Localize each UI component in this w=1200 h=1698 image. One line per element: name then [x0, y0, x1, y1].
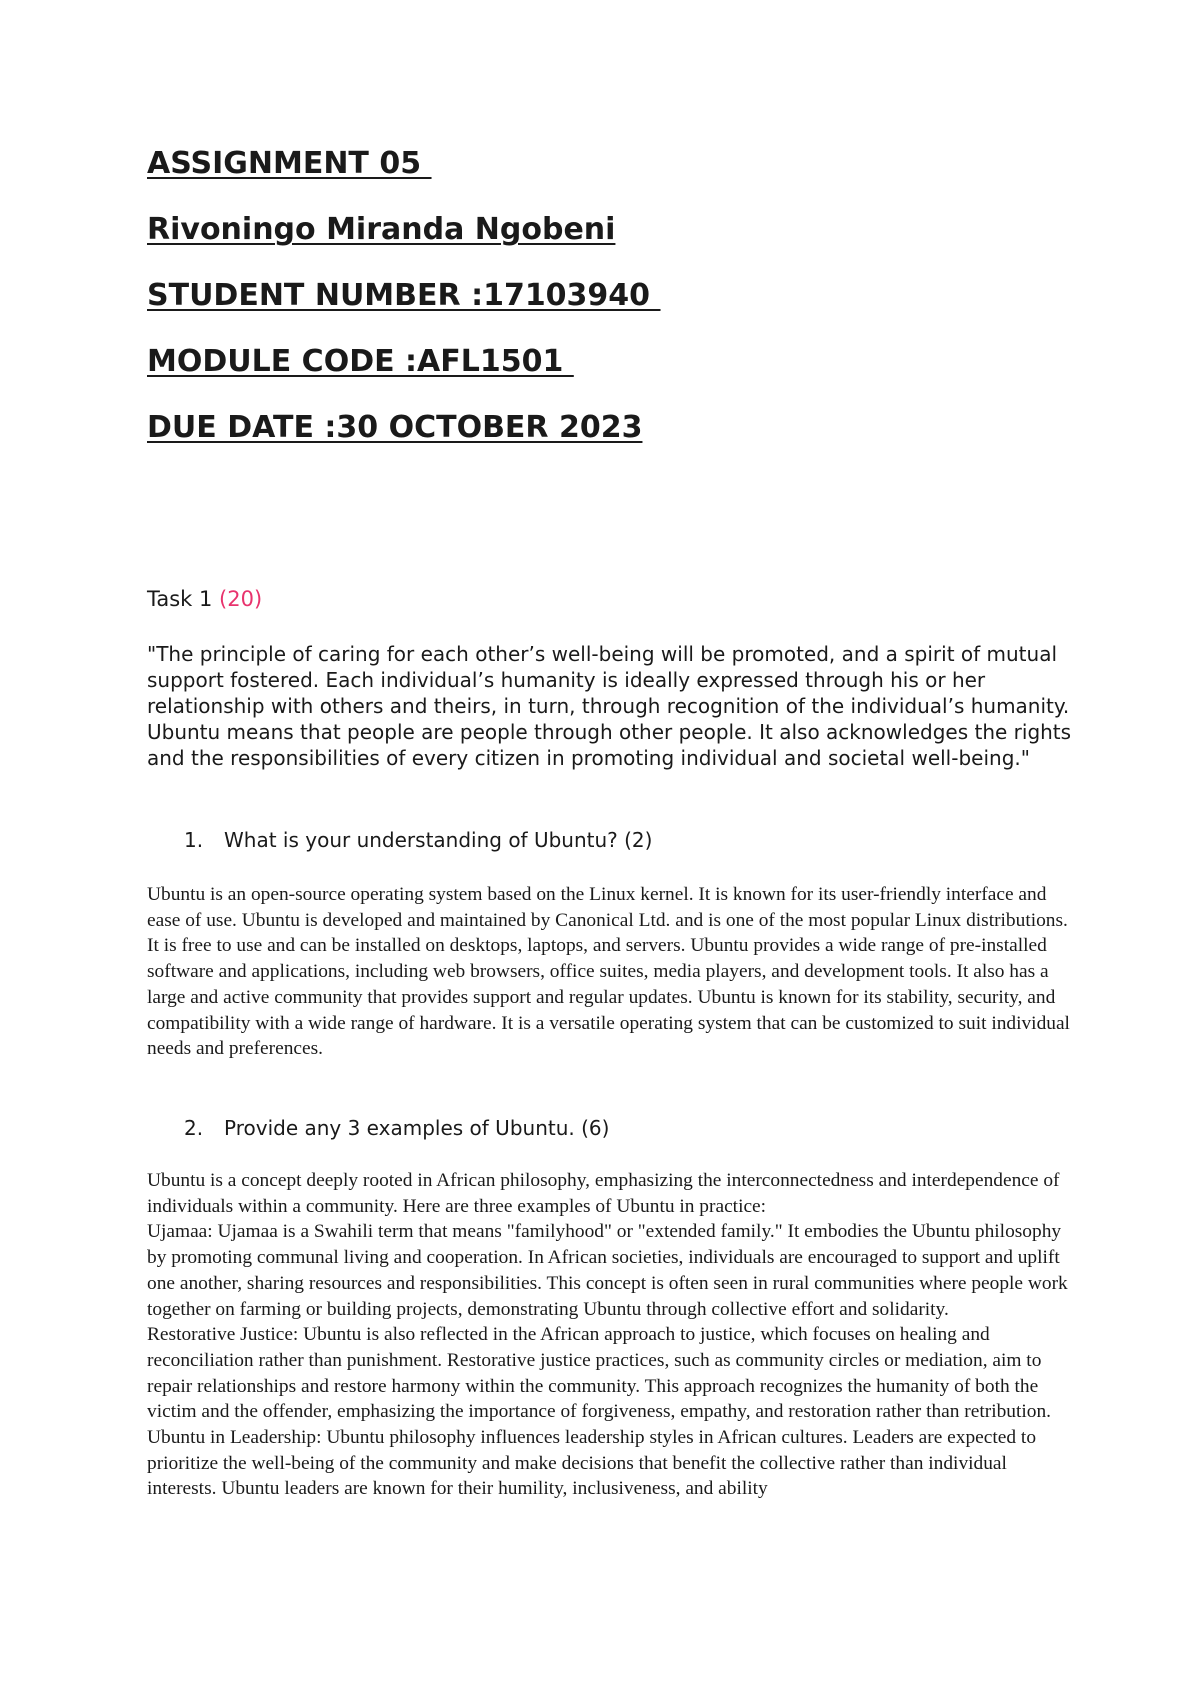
answer-2	[147, 1168, 1072, 1502]
question-2	[184, 1114, 609, 1142]
question-text: Provide any 3 examples of Ubuntu. (6)	[224, 1116, 610, 1140]
answer-paragraph: Ubuntu in Leadership: Ubuntu philosophy influences leadership styles in African cultures. Leaders are expected to prioritize the well-being of the community and make decisions that benefit the collective rather than individual interests. Ubuntu leaders are known for their humility, inclusiveness, and ability	[147, 1427, 1037, 1500]
question-number: 1.	[184, 828, 204, 852]
answer-paragraph: Ujamaa: Ujamaa is a Swahili term that means "familyhood" or "extended family." It embodies the Ubuntu philosophy by promoting communal living and cooperation. In African societies, individuals are encouraged to support and uplift one another, sharing resources and responsibilities. This concept is often seen in rural communities where people work together on farming or building projects, demonstrating Ubuntu through collective effort and solidarity.	[147, 1221, 1068, 1320]
question-text: What is your understanding of Ubuntu? (2)	[224, 828, 653, 852]
due-date: DUE DATE :30 OCTOBER 2023	[147, 410, 643, 445]
assignment-title: ASSIGNMENT 05	[147, 146, 432, 181]
task-title: Task 1	[147, 587, 220, 611]
answer-1: Ubuntu is an open-source operating system based on the Linux kernel. It is known for its user-friendly interface and ease of use. Ubuntu is developed and maintained by Canonical Ltd. and is one of the most popular Linux distributions. It is free to use and can be installed on desktops, laptops, and servers. Ubuntu provides a wide range of pre-installed software and applications, including web browsers, office suites, media players, and development tools. It also has a large and active community that provides support and regular updates. Ubuntu is known for its stability, security, and compatibility with a wide range of hardware. It is a versatile operating system that can be customized to suit individual needs and preferences.	[147, 884, 1070, 1060]
task-marks: (20)	[219, 587, 263, 611]
question-number: 2.	[184, 1116, 204, 1140]
answer-paragraph: Restorative Justice: Ubuntu is also reflected in the African approach to justice, which focuses on healing and reconciliation rather than punishment. Restorative justice practices, such as community circles or mediation, aim to repair relationships and restore harmony within the community. This approach recognizes the humanity of both the victim and the offender, emphasizing the importance of forgiveness, empathy, and restoration rather than retribution.	[147, 1324, 1052, 1423]
student-number: STUDENT NUMBER :17103940	[147, 278, 661, 313]
task-heading	[147, 585, 262, 613]
student-name: Rivoningo Miranda Ngobeni	[147, 212, 616, 247]
module-code: MODULE CODE :AFL1501	[147, 344, 574, 379]
question-1	[184, 826, 652, 854]
answer-paragraph: Ubuntu is a concept deeply rooted in African philosophy, emphasizing the interconnectedness and interdependence of individuals within a community. Here are three examples of Ubuntu in practice:	[147, 1170, 1060, 1217]
task-quote: "The principle of caring for each other’s well-being will be promoted, and a spirit of mutual support fostered. Each individual’s humanity is ideally expressed through his or her relationship with others and theirs, in turn, through recognition of the individual’s humanity. Ubuntu means that people are people through other people. It also acknowledges the rights and the responsibilities of every citizen in promoting individual and societal well-being."	[147, 642, 1072, 770]
